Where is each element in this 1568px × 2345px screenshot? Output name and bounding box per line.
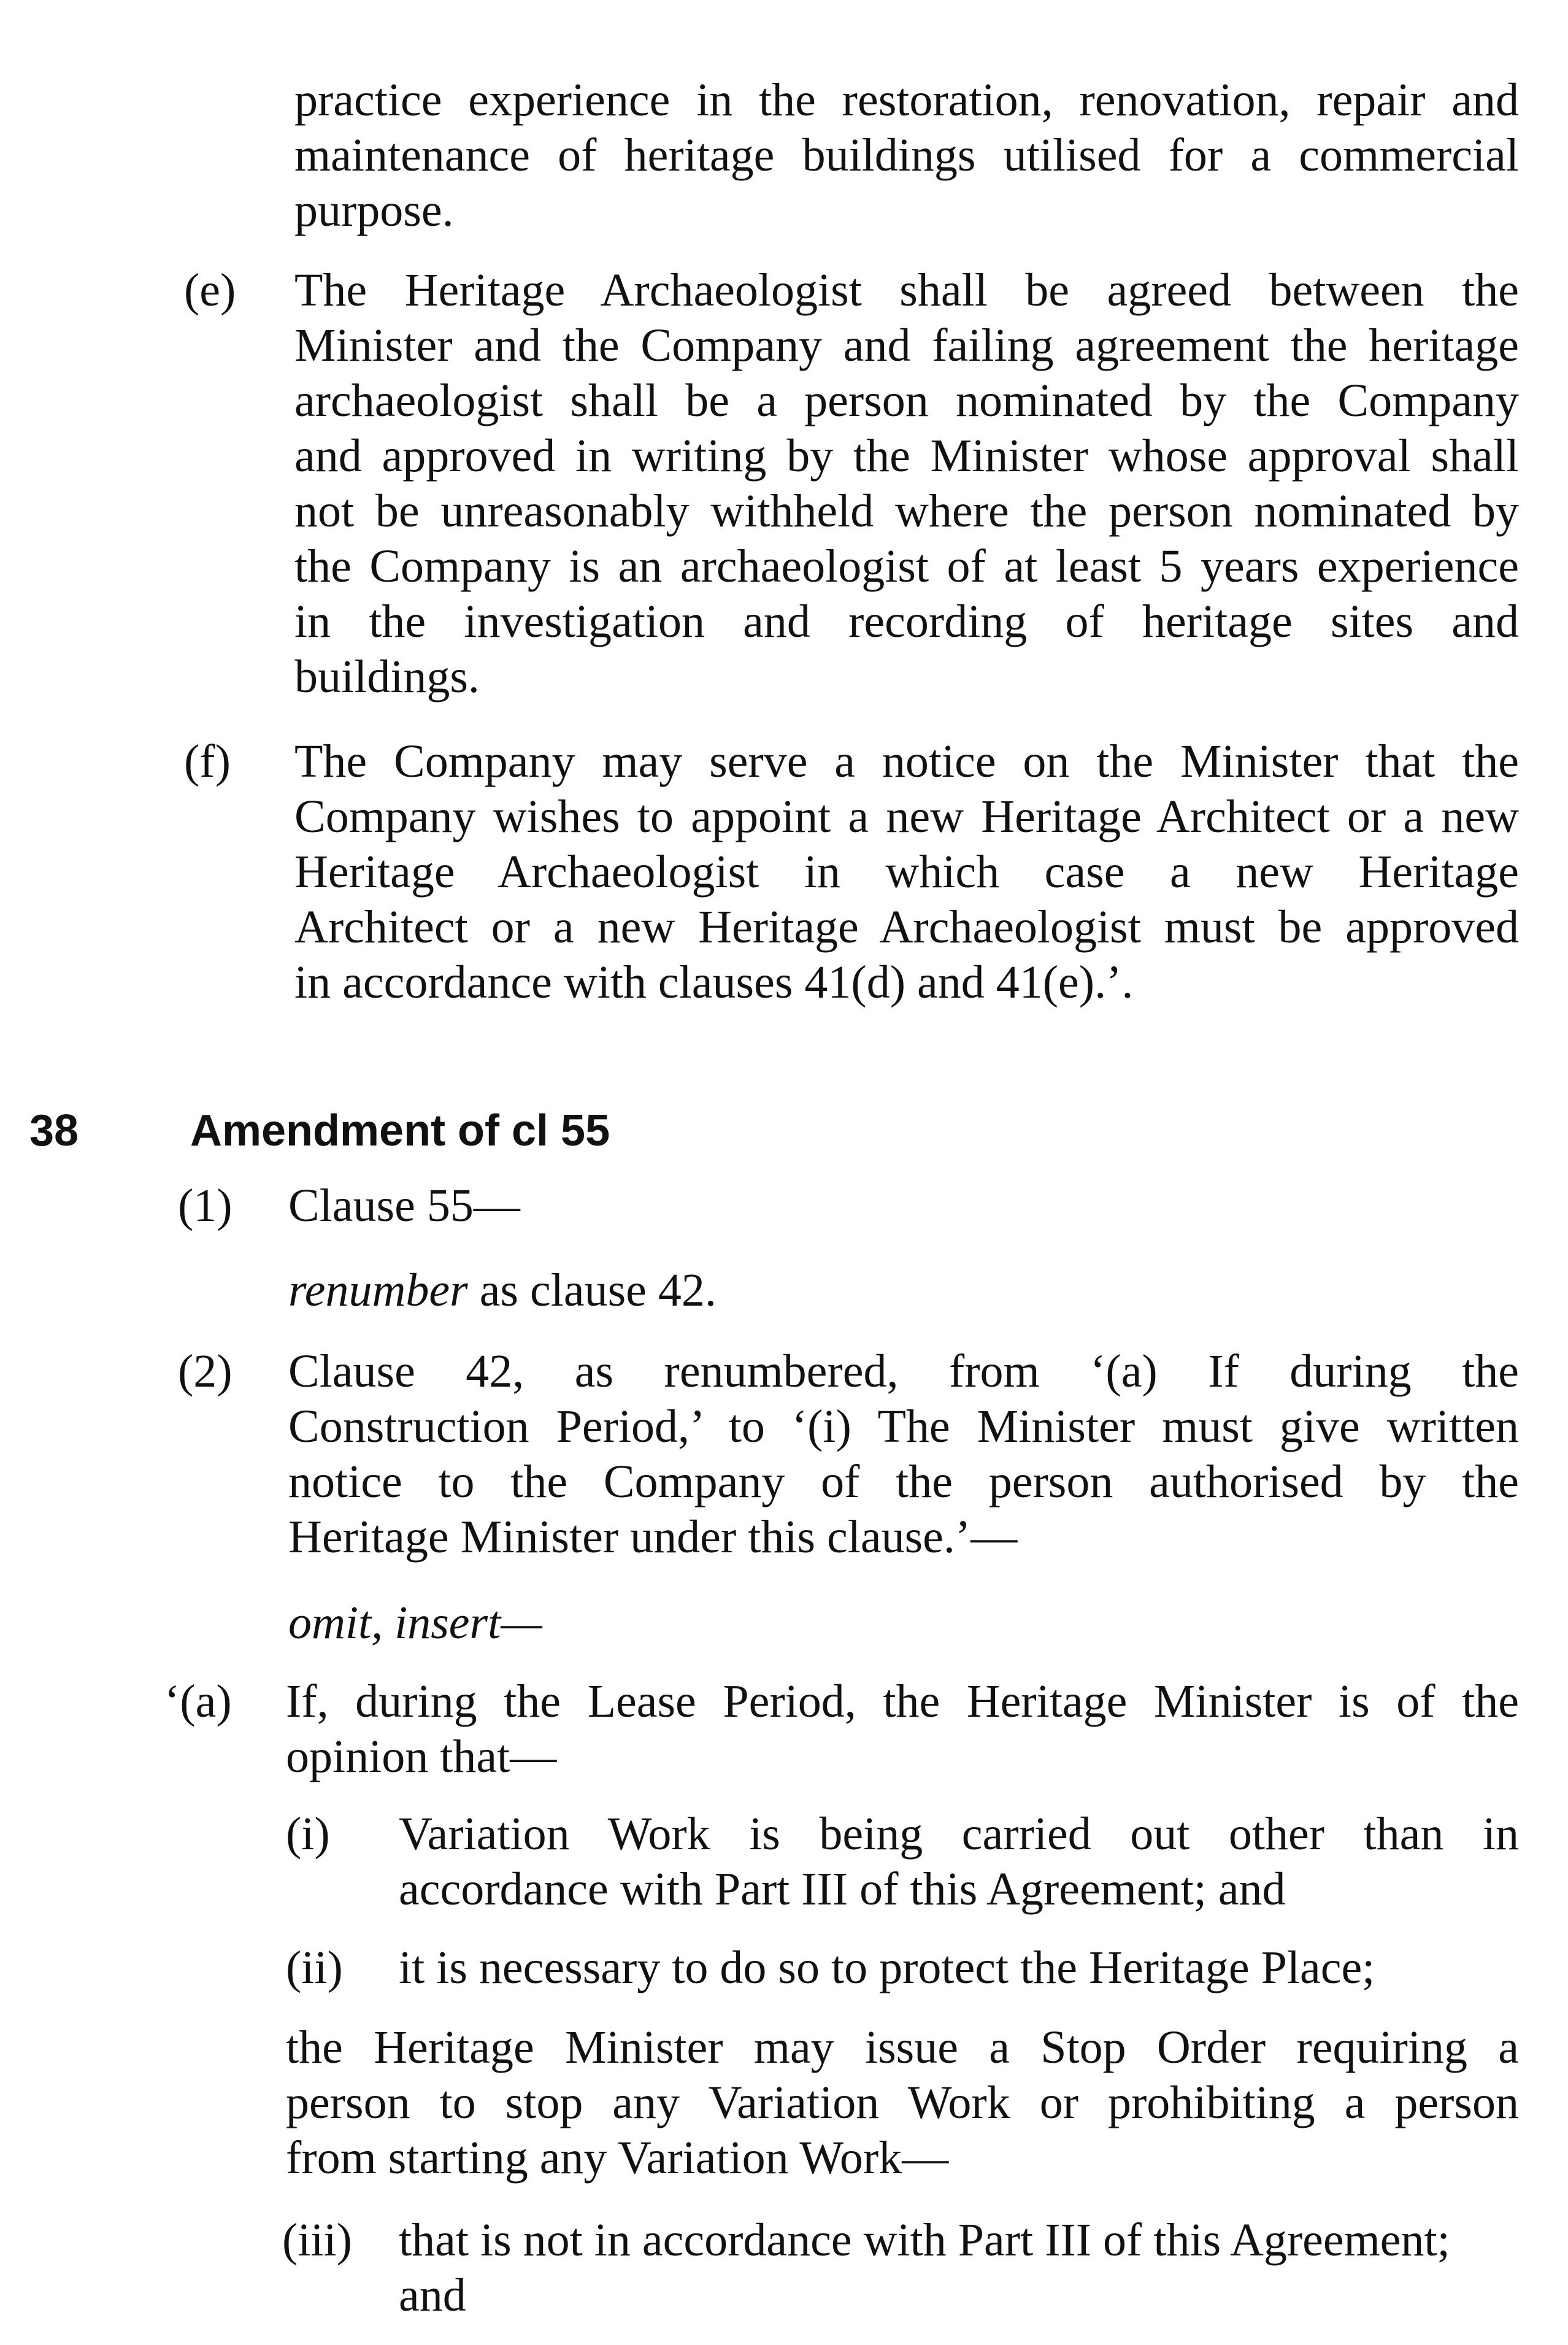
text-line: in accordance with clauses 41(d) and 41(e).’. [294, 957, 1134, 1008]
para-a-continuation [286, 2020, 1519, 2185]
sub2-instruction: omit, insert— [288, 1597, 542, 1649]
item-ii-text: it is necessary to do so to protect the Heritage Place; [399, 1942, 1375, 1993]
sub2-label: (2) [178, 1346, 233, 1397]
intro-continuation [294, 72, 1519, 238]
para-e-text [294, 263, 1519, 704]
text-line: and [399, 2270, 466, 2321]
item-i-label: (i) [286, 1808, 330, 1860]
instruction-italic: renumber [288, 1265, 468, 1316]
para-a-label: ‘(a) [164, 1676, 232, 1727]
sub2-text [288, 1344, 1519, 1565]
text-line: that is not in accordance with Part III of this Agreement; [399, 2214, 1450, 2266]
text-line: Clause 42, as renumbered, from ‘(a) If during the [288, 1346, 1519, 1397]
para-f-label: (f) [184, 736, 231, 787]
sub1-instruction [288, 1263, 717, 1318]
text-line: notice to the Company of the person authorised by the [288, 1456, 1519, 1508]
section-title: Amendment of cl 55 [190, 1106, 610, 1155]
item-iii-label: (iii) [282, 2214, 352, 2266]
sub1-text: Clause 55— [288, 1180, 520, 1231]
text-line: opinion that— [286, 1731, 557, 1782]
text-line: The Heritage Archaeologist shall be agreed between the [294, 264, 1519, 316]
text-line: not be unreasonably withheld where the person nominated by [294, 485, 1519, 537]
text-line: If, during the Lease Period, the Heritage Minister is of the [286, 1676, 1519, 1727]
text-line: and approved in writing by the Minister whose approval shall [294, 430, 1519, 482]
text-line: The Company may serve a notice on the Minister that the [294, 736, 1519, 787]
item-i-text [399, 1806, 1519, 1917]
text-line: Architect or a new Heritage Archaeologist must be approved [294, 901, 1519, 953]
para-e-label: (e) [184, 264, 236, 316]
text-line: from starting any Variation Work— [286, 2132, 949, 2184]
text-line: Minister and the Company and failing agreement the heritage [294, 320, 1519, 371]
text-line: Heritage Minister under this clause.’— [288, 1511, 1018, 1563]
text-line: Company wishes to appoint a new Heritage Architect or a new [294, 791, 1519, 842]
text-line: the Heritage Minister may issue a Stop Order requiring a [286, 2022, 1519, 2073]
section-number: 38 [29, 1106, 79, 1155]
text-line: practice experience in the restoration, renovation, repair and [294, 74, 1519, 126]
text-line: Variation Work is being carried out other than in [399, 1808, 1519, 1860]
text-line: the Company is an archaeologist of at least 5 years experience [294, 541, 1519, 592]
para-a-text [286, 1674, 1519, 1784]
text-line: Construction Period,’ to ‘(i) The Minister must give written [288, 1401, 1519, 1452]
text-line: Heritage Archaeologist in which case a new Heritage [294, 846, 1519, 898]
text-line: maintenance of heritage buildings utilised for a commercial [294, 129, 1519, 181]
item-ii-label: (ii) [286, 1942, 343, 1993]
item-iii-text [399, 2212, 1519, 2323]
text-line: in the investigation and recording of heritage sites and [294, 596, 1519, 647]
text-line: accordance with Part III of this Agreement; and [399, 1863, 1286, 1915]
text-line: archaeologist shall be a person nominated by the Company [294, 375, 1519, 426]
text-line: purpose. [294, 185, 454, 236]
para-f-text [294, 734, 1519, 1010]
text-line: person to stop any Variation Work or prohibiting a person [286, 2077, 1519, 2128]
sub1-label: (1) [178, 1180, 233, 1231]
instruction-rest: as clause 42. [467, 1265, 717, 1316]
text-line: buildings. [294, 651, 480, 703]
